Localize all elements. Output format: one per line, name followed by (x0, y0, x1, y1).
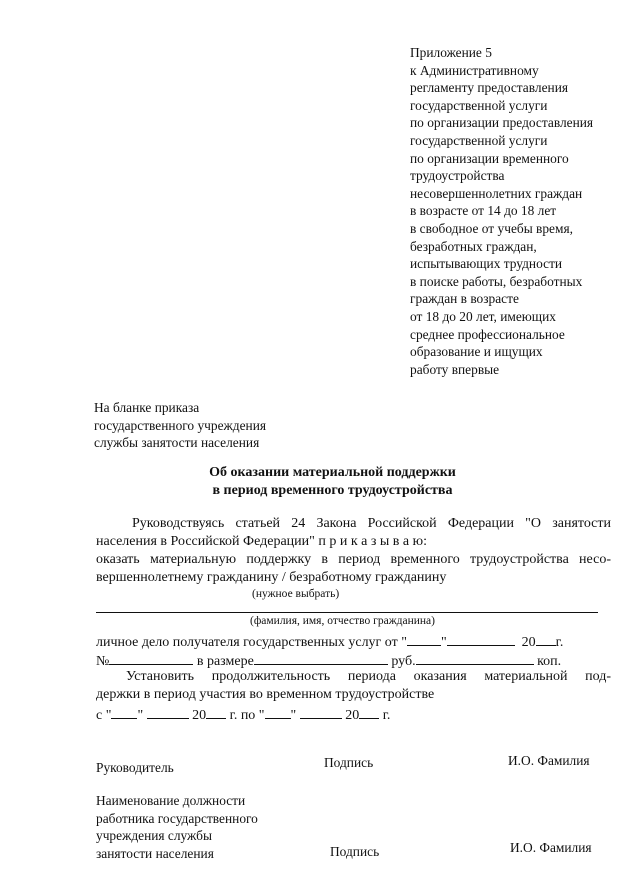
appendix-line: государственной услуги (410, 132, 548, 148)
year-blank (536, 632, 556, 646)
appendix-line: в свободное от учебы время, (410, 220, 573, 236)
appendix-line: образование и ищущих (410, 344, 543, 360)
amount-text: в размере (196, 654, 254, 669)
appendix-line: граждан в возрасте (410, 291, 519, 307)
month-blank (447, 632, 515, 646)
paragraph-3-line-1: Установить продолжительность периода оказания материальной под- (126, 669, 611, 684)
quote-mark: " (290, 708, 297, 723)
rub-text: руб. (391, 654, 416, 669)
position-line: Наименование должности (96, 793, 246, 808)
position-line: занятости населения (96, 845, 214, 861)
letterhead-line: службы занятости населения (94, 435, 260, 451)
from-text: с " (96, 708, 112, 723)
from-day-blank (111, 705, 137, 719)
number-blank (109, 651, 193, 665)
paragraph-3-line-2: держки в период участия во временном трудоустройстве (96, 687, 435, 702)
appendix-line: по организации временного (410, 150, 569, 166)
amount-blank (254, 651, 388, 665)
name-label-1: И.О. Фамилия (508, 753, 590, 768)
letterhead-note (94, 399, 266, 452)
day-blank (407, 632, 441, 646)
paragraph-2-line-2: вершеннолетнему гражданину / безработному гражданину (96, 570, 447, 585)
quote-mark: " (440, 635, 447, 650)
appendix-line: по организации предоставления (410, 115, 594, 131)
number-sign: № (96, 654, 110, 669)
from-year-prefix: 20 (192, 708, 207, 723)
position-line: учреждения службы (96, 828, 212, 844)
appendix-line: государственной услуги (410, 97, 548, 113)
appendix-block (410, 44, 593, 378)
paragraph-1-line-2: населения в Российской Федерации" п р и к а з ы в а ю: (96, 534, 427, 549)
letterhead-line: государственного учреждения (94, 417, 267, 433)
appendix-line: от 18 до 20 лет, имеющих (410, 308, 556, 324)
signature-label-2: Подпись (330, 844, 380, 859)
appendix-line: Приложение 5 (410, 45, 492, 60)
head-label: Руководитель (96, 760, 174, 775)
case-file-row (96, 632, 563, 652)
year-prefix: 20 (521, 635, 536, 650)
signature-label-1: Подпись (324, 755, 374, 770)
appendix-line: регламенту предоставления (410, 80, 569, 96)
appendix-line: среднее профессиональное (410, 326, 565, 342)
order-title (0, 464, 639, 500)
from-year-blank (206, 705, 226, 719)
appendix-line: несовершеннолетних граждан (410, 185, 583, 201)
rub-blank (416, 651, 534, 665)
appendix-line: безработных граждан, (410, 238, 537, 254)
to-year-prefix: 20 (345, 708, 360, 723)
title-line-1: Об оказании материальной поддержки (209, 465, 456, 480)
appendix-line: в возрасте от 14 до 18 лет (410, 203, 557, 219)
title-line-2: в период временного трудоустройства (212, 483, 453, 498)
appendix-line: к Административному (410, 62, 539, 78)
paragraph-1-line-1: Руководствуясь статьей 24 Закона Российской Федерации "О занятости (132, 516, 611, 531)
letterhead-line: На бланке приказа (94, 400, 200, 415)
kop-text: коп. (537, 654, 562, 669)
to-text: г. по " (229, 708, 265, 723)
from-month-blank (147, 705, 189, 719)
appendix-line: испытывающих трудности (410, 256, 563, 272)
hint-fio: (фамилия, имя, отчество гражданина) (250, 615, 435, 627)
position-line: работника государственного (96, 810, 258, 826)
fio-line (96, 612, 598, 613)
case-text: личное дело получателя государственных услуг от " (96, 635, 407, 650)
year-suffix: г. (555, 635, 564, 650)
to-day-blank (265, 705, 291, 719)
to-month-blank (300, 705, 342, 719)
appendix-line: в поиске работы, безработных (410, 273, 583, 289)
appendix-line: трудоустройства (410, 168, 505, 184)
appendix-line: работу впервые (410, 361, 500, 377)
to-year-blank (359, 705, 379, 719)
hint-choose: (нужное выбрать) (252, 588, 340, 600)
period-row (96, 705, 390, 725)
name-label-2: И.О. Фамилия (510, 840, 592, 855)
position-block (96, 792, 258, 862)
quote-mark: " (137, 708, 144, 723)
paragraph-2-line-1: оказать материальную поддержку в период временного трудоустройства несо- (96, 552, 611, 567)
end-text: г. (382, 708, 391, 723)
